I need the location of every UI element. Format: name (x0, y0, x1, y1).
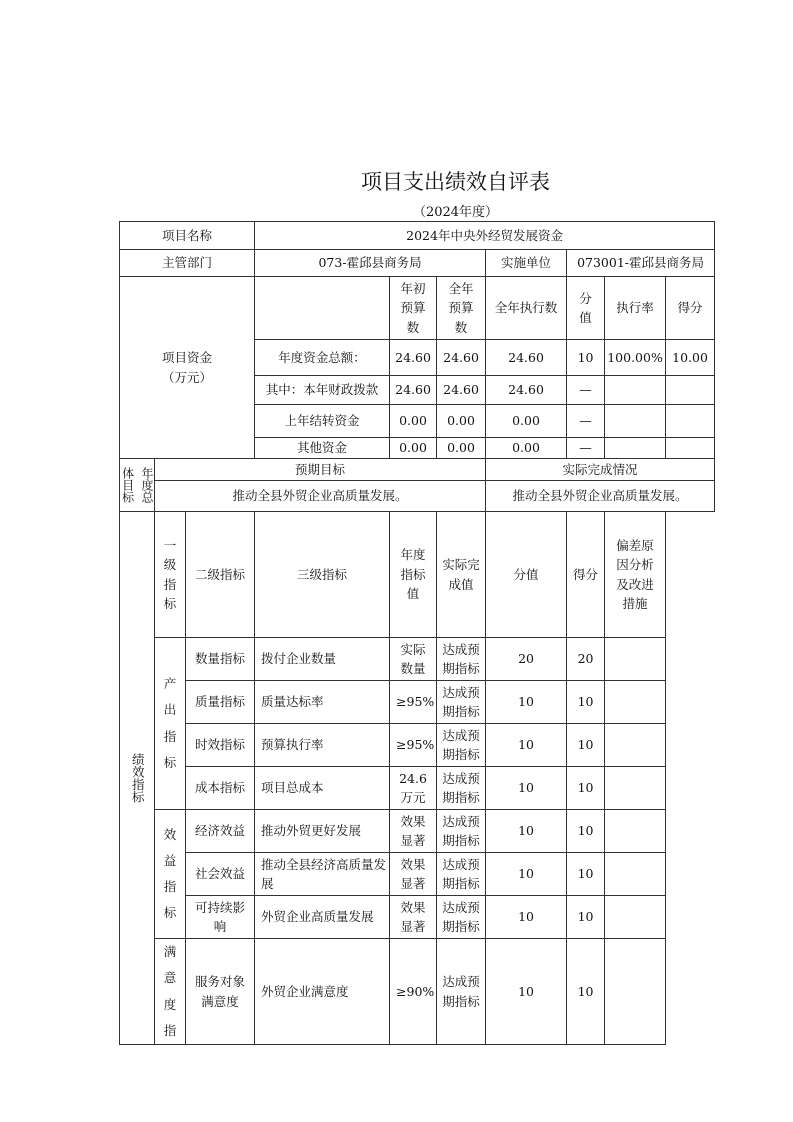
funds-cell (605, 438, 666, 459)
funds-cell: 24.60 (486, 376, 567, 405)
actual-label: 实际完成情况 (486, 459, 715, 481)
score-value: 10 (486, 896, 567, 939)
level2-indicator: 可持续影响 (186, 896, 255, 939)
score-got: 10 (567, 939, 605, 1045)
expected-goal: 推动全县外贸企业高质量发展。 (155, 481, 486, 512)
score-value: 10 (486, 724, 567, 767)
deviation-note (605, 681, 666, 724)
perf-row (120, 810, 715, 853)
level3-indicator: 拨付企业数量 (255, 638, 390, 681)
funds-unit: （万元） (162, 369, 213, 385)
funds-cell: 0.00 (486, 438, 567, 459)
funds-cell: 100.00% (605, 340, 666, 376)
level2-indicator: 成本指标 (186, 767, 255, 810)
funds-header: 得分 (666, 277, 715, 340)
score-value: 10 (486, 810, 567, 853)
funds-cell: 24.60 (390, 376, 437, 405)
perf-row (120, 939, 715, 1045)
funds-cell (605, 376, 666, 405)
goal-label (120, 459, 155, 512)
deviation-note (605, 810, 666, 853)
funds-cell: 24.60 (437, 340, 486, 376)
level3-indicator: 预算执行率 (255, 724, 390, 767)
unit-label: 实施单位 (486, 250, 567, 277)
actual-value: 达成预期指标 (437, 810, 486, 853)
funds-label-text: 项目资金 (162, 350, 213, 366)
perf-header: 三级指标 (255, 512, 390, 638)
level3-indicator: 质量达标率 (255, 681, 390, 724)
perf-row (120, 638, 715, 681)
unit-value: 073001-霍邱县商务局 (567, 250, 715, 277)
actual-value: 达成预期指标 (437, 638, 486, 681)
perf-row (120, 896, 715, 939)
funds-cell: 0.00 (437, 405, 486, 438)
funds-cell: 24.60 (486, 340, 567, 376)
funds-cell: 其他资金 (255, 438, 390, 459)
dept-value: 073-霍邱县商务局 (255, 250, 486, 277)
project-name-label: 项目名称 (120, 222, 255, 250)
funds-cell: 年度资金总额： (255, 340, 390, 376)
deviation-note (605, 638, 666, 681)
deviation-note (605, 767, 666, 810)
target-value: 效果显著 (390, 896, 437, 939)
funds-cell: 0.00 (390, 438, 437, 459)
level3-indicator: 推动外贸更好发展 (255, 810, 390, 853)
actual-goal: 推动全县外贸企业高质量发展。 (486, 481, 715, 512)
deviation-note (605, 939, 666, 1045)
perf-header-row (120, 512, 715, 638)
target-value: 效果显著 (390, 853, 437, 896)
level3-indicator: 推动全县经济高质量发展 (255, 853, 390, 896)
actual-value: 达成预期指标 (437, 939, 486, 1045)
funds-cell (666, 376, 715, 405)
funds-cell (666, 405, 715, 438)
score-got: 10 (567, 896, 605, 939)
level2-indicator: 数量指标 (186, 638, 255, 681)
funds-cell (605, 405, 666, 438)
funds-header: 分值 (567, 277, 605, 340)
funds-header-blank (255, 277, 390, 340)
funds-header: 全年执行数 (486, 277, 567, 340)
score-value: 20 (486, 638, 567, 681)
perf-group: 效益指标 (155, 810, 186, 939)
perf-label (120, 512, 155, 1045)
score-got: 10 (567, 810, 605, 853)
level3-indicator: 外贸企业满意度 (255, 939, 390, 1045)
funds-header-row (120, 277, 715, 340)
perf-group: 产出指标 (155, 638, 186, 810)
funds-cell: 24.60 (390, 340, 437, 376)
perf-row (120, 853, 715, 896)
level2-indicator: 社会效益 (186, 853, 255, 896)
score-got: 10 (567, 767, 605, 810)
doc-subtitle: （2024年度） (412, 205, 499, 220)
funds-cell: — (567, 376, 605, 405)
funds-cell: — (567, 438, 605, 459)
score-got: 10 (567, 724, 605, 767)
target-value: ≥95% (390, 724, 437, 767)
target-value: 效果显著 (390, 810, 437, 853)
perf-header: 实际完成值 (437, 512, 486, 638)
expected-label: 预期目标 (155, 459, 486, 481)
funds-cell (666, 438, 715, 459)
level2-indicator: 服务对象满意度 (186, 939, 255, 1045)
project-name-row (120, 222, 715, 250)
funds-header: 年初预算数 (390, 277, 437, 340)
funds-header: 执行率 (605, 277, 666, 340)
funds-cell: 10 (567, 340, 605, 376)
perf-row (120, 724, 715, 767)
target-value: 实际数量 (390, 638, 437, 681)
perf-header: 偏差原因分析及改进措施 (605, 512, 666, 638)
deviation-note (605, 724, 666, 767)
deviation-note (605, 853, 666, 896)
score-value: 10 (486, 853, 567, 896)
perf-header: 年度指标值 (390, 512, 437, 638)
deviation-note (605, 896, 666, 939)
level3-indicator: 项目总成本 (255, 767, 390, 810)
goal-label-b: 年度总 (140, 467, 154, 503)
evaluation-table (119, 221, 715, 1045)
perf-header: 得分 (567, 512, 605, 638)
score-value: 10 (486, 939, 567, 1045)
funds-header: 全年预算数 (437, 277, 486, 340)
perf-header: 分值 (486, 512, 567, 638)
funds-cell: 0.00 (390, 405, 437, 438)
target-value: ≥95% (390, 681, 437, 724)
funds-cell: 其中：本年财政拨款 (255, 376, 390, 405)
score-got: 20 (567, 638, 605, 681)
actual-value: 达成预期指标 (437, 681, 486, 724)
actual-value: 达成预期指标 (437, 853, 486, 896)
goal-header-row (120, 459, 715, 481)
funds-cell: 0.00 (437, 438, 486, 459)
perf-label-text: 绩效指标 (130, 753, 146, 803)
level2-indicator: 经济效益 (186, 810, 255, 853)
funds-cell: 0.00 (486, 405, 567, 438)
performance-section (120, 512, 715, 1045)
level2-indicator: 质量指标 (186, 681, 255, 724)
actual-value: 达成预期指标 (437, 896, 486, 939)
level3-indicator: 外贸企业高质量发展 (255, 896, 390, 939)
actual-value: 达成预期指标 (437, 724, 486, 767)
perf-row (120, 767, 715, 810)
perf-row (120, 681, 715, 724)
perf-group: 满意度指 (155, 939, 186, 1045)
funds-label (120, 277, 255, 459)
score-value: 10 (486, 681, 567, 724)
funds-cell: 24.60 (437, 376, 486, 405)
target-value: ≥90% (390, 939, 437, 1045)
funds-cell: 10.00 (666, 340, 715, 376)
score-value: 10 (486, 767, 567, 810)
dept-label: 主管部门 (120, 250, 255, 277)
actual-value: 达成预期指标 (437, 767, 486, 810)
perf-header: 一级指标 (155, 512, 186, 638)
funds-cell: 上年结转资金 (255, 405, 390, 438)
target-value: 24.6万元 (390, 767, 437, 810)
score-got: 10 (567, 853, 605, 896)
project-name-value: 2024年中央外经贸发展资金 (255, 222, 715, 250)
score-got: 10 (567, 681, 605, 724)
goal-label-a: 体目标 (120, 467, 135, 503)
dept-row (120, 250, 715, 277)
perf-header: 二级指标 (186, 512, 255, 638)
level2-indicator: 时效指标 (186, 724, 255, 767)
goal-row (120, 481, 715, 512)
doc-title: 项目支出绩效自评表 (361, 170, 550, 194)
funds-cell: — (567, 405, 605, 438)
